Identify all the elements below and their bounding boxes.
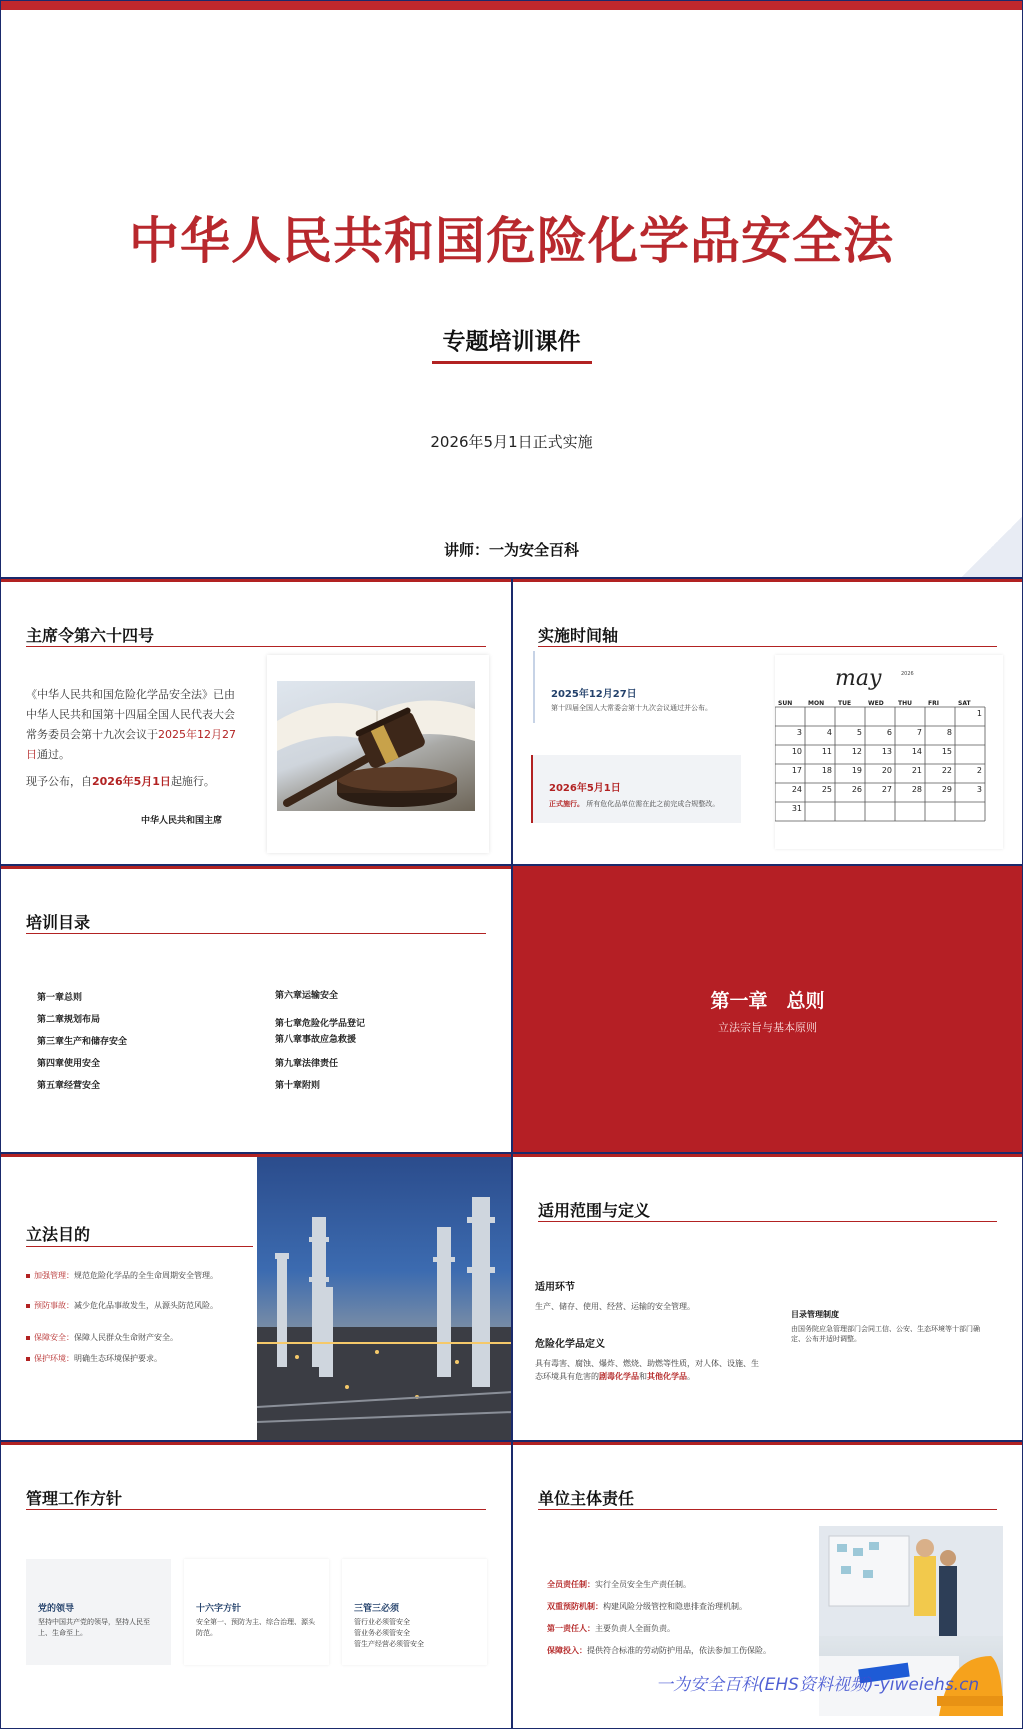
policy-slide [0,1441,512,1729]
responsibility-item [547,1601,747,1612]
slide-title: 适用范围与定义 [538,1201,651,1220]
event-date: 2025年12月27日 [551,689,637,700]
weekday-label: FRI [928,700,939,707]
item-label: 保护环境： [34,1354,74,1363]
watermark: 一为安全百科(EHS资料视频)-yiweiehs.cn [656,1675,980,1695]
calendar-month: may [835,666,882,691]
calendar-day: 25 [821,785,832,794]
calendar-day: 21 [911,766,922,775]
calendar-day: 6 [886,728,892,737]
timeline-event-1 [533,651,712,723]
card-text: 安全第一、预防为主、综合治理、源头防范。 [196,1618,315,1637]
item-label: 保障投入： [547,1646,587,1655]
item-label: 第一责任人： [547,1624,595,1633]
signature: 中华人民共和国主席 [141,816,223,826]
calendar-day: 31 [791,804,802,813]
calendar-day: 19 [851,766,862,775]
weekday-label: TUE [838,700,852,707]
calendar-day: 3 [796,728,802,737]
effective-date: 2026年5月1日正式实施 [430,433,593,451]
policy-card [184,1559,329,1665]
toc-item[interactable]: 第四章使用安全 [37,1059,101,1069]
def-text: 。 [687,1372,695,1381]
scope-heading: 适用环节 [535,1282,575,1293]
decree-body [26,685,241,765]
calendar-day: 12 [851,747,862,756]
calendar-day: 17 [791,766,802,775]
title-rule [26,933,486,934]
slide-title: 主席令第六十四号 [26,626,155,645]
toc-item[interactable]: 第九章法律责任 [275,1059,339,1069]
slide-title: 单位主体责任 [538,1489,635,1508]
item-text: 保障人民群众生命财产安全。 [74,1333,178,1342]
def-text: 和 [639,1372,647,1381]
card-text: 管行业必须管安全 管业务必须管安全 管生产经营必须管安全 [354,1618,424,1648]
chapter-slide [512,865,1023,1153]
item-label: 保障安全： [34,1333,74,1342]
calendar-day: 13 [881,747,892,756]
toc-item[interactable]: 第六章运输安全 [275,991,339,1001]
decree-text-2-end: 起施行。 [170,775,215,788]
card-title: 十六字方针 [196,1604,242,1614]
toc-item[interactable]: 第十章附则 [275,1081,321,1091]
item-text: 实行全员安全生产责任制。 [595,1580,691,1589]
calendar-year: 2026 [901,671,914,677]
scope-text: 生产、储存、使用、经营、运输的安全管理。 [535,1302,695,1311]
calendar [775,655,1003,849]
cover-title: 中华人民共和国危险化学品安全法 [129,212,894,270]
weekday-label: SAT [958,700,971,707]
calendar-day: 28 [911,785,922,794]
timeline-event-2 [531,755,741,823]
slide-title: 培训目录 [26,913,91,932]
decree-date-effective: 2026年5月1日 [92,775,171,788]
toc-item[interactable]: 第七章危险化学品登记 [275,1019,366,1029]
item-label: 全员责任制： [547,1580,595,1589]
policy-card [26,1559,171,1665]
title-rule [538,1509,997,1510]
weekday-label: WED [868,700,884,707]
decree-text-2: 现予公布，自 [26,775,92,788]
slide-title: 实施时间轴 [538,626,619,645]
event-label: 正式施行。 [549,800,584,808]
purpose-slide [0,1153,512,1441]
calendar-grid [775,655,1003,849]
calendar-day: 14 [911,747,922,756]
purpose-item [26,1353,226,1365]
calendar-day: 1 [976,709,982,718]
calendar-day: 15 [941,747,952,756]
decree-text-end: 通过。 [37,748,70,761]
policy-card [342,1559,487,1665]
cover-slide [0,0,1023,578]
corner-decoration [962,517,1022,577]
toc-slide [0,865,512,1153]
scope-slide [512,1153,1023,1441]
decree-text: 《中华人民共和国危险化学品安全法》已由中华人民共和国第十四届全国人民代表大会常务委员会第十九次会议于 [26,688,235,741]
weekday-label: SUN [778,700,793,707]
calendar-day: 22 [941,766,952,775]
toc-item[interactable]: 第三章生产和储存安全 [37,1037,128,1047]
title-rule [538,646,997,647]
event-date: 2026年5月1日 [549,783,621,794]
toc-item[interactable]: 第五章经营安全 [37,1081,101,1091]
slide-title: 管理工作方针 [26,1489,123,1508]
responsibility-slide [512,1441,1023,1729]
toc-item[interactable]: 第八章事故应急救援 [275,1035,357,1045]
calendar-day: 8 [946,728,952,737]
responsibility-item [547,1645,771,1656]
calendar-day: 11 [821,747,832,756]
calendar-day: 24 [791,785,802,794]
item-label: 预防事故： [34,1301,74,1310]
calendar-day: 4 [826,728,832,737]
item-text: 明确生态环境保护要求。 [74,1354,162,1363]
title-rule [538,1221,997,1222]
lecturer: 讲师：一为安全百科 [443,541,579,559]
gavel-image [277,681,475,811]
def-highlight: 其他化学品 [647,1372,687,1381]
subtitle-underline [432,361,592,364]
item-label: 加强管理： [34,1271,74,1280]
item-text: 规范危险化学品的全生命周期安全管理。 [74,1271,218,1280]
event-desc [549,799,719,809]
purpose-item [26,1270,226,1282]
slide-title: 立法目的 [26,1225,91,1244]
toc-item[interactable]: 第二章规划布局 [37,1015,101,1025]
calendar-day: 7 [916,728,922,737]
scope-heading: 危险化学品定义 [535,1339,605,1350]
gavel-image-card [267,655,489,853]
calendar-day: 26 [851,785,862,794]
responsibility-item [547,1623,675,1634]
title-rule [26,1509,486,1510]
def-text: 具有毒害、腐蚀、爆炸、燃烧、助燃等性质，对人体、设施、生态环境具有危害的 [535,1359,759,1381]
decree-date-passed: 2025年12月27日 [26,728,236,761]
scope-heading: 目录管理制度 [791,1310,839,1319]
decree-body-2 [26,773,256,789]
item-label: 双重预防机制： [547,1602,603,1611]
card-title: 党的领导 [38,1604,75,1614]
weekday-label: THU [898,700,912,707]
title-rule [26,646,486,647]
purpose-item [26,1332,226,1344]
calendar-day: 18 [821,766,832,775]
item-text: 构建风险分级管控和隐患排查治理机制。 [603,1602,747,1611]
decree-slide [0,578,512,865]
scope-text: 由国务院应急管理部门会同工信、公安、生态环境等十部门确定、公布并适时调整。 [791,1325,980,1343]
purpose-item [26,1300,226,1312]
event-desc: 第十四届全国人大常委会第十九次会议通过并公布。 [551,704,712,712]
calendar-day: 29 [941,785,952,794]
calendar-day: 20 [881,766,892,775]
timeline-slide [512,578,1023,865]
chapter-subtitle: 立法宗旨与基本原则 [718,1021,817,1034]
calendar-day: 10 [791,747,802,756]
scope-definition [535,1357,760,1383]
event-desc-text: 所有危化品单位需在此之前完成合规整改。 [586,800,720,808]
chapter-title: 第一章 总则 [710,990,825,1012]
calendar-day: 3 [976,785,982,794]
calendar-day: 5 [856,728,862,737]
def-highlight: 剧毒化学品 [599,1372,639,1381]
toc-item[interactable]: 第一章总则 [37,993,83,1003]
calendar-day: 2 [976,766,982,775]
title-rule [26,1246,253,1247]
cover-subtitle: 专题培训课件 [442,329,581,355]
chemical-plant-image [257,1157,512,1441]
item-text: 减少危化品事故发生，从源头防范风险。 [74,1301,218,1310]
card-text: 坚持中国共产党的领导，坚持人民至上、生命至上。 [38,1618,150,1637]
responsibility-item [547,1579,691,1590]
card-title: 三管三必须 [354,1604,400,1614]
weekday-label: MON [808,700,825,707]
item-text: 主要负责人全面负责。 [595,1624,675,1633]
item-text: 提供符合标准的劳动防护用品，依法参加工伤保险。 [587,1646,771,1655]
calendar-day: 27 [881,785,892,794]
